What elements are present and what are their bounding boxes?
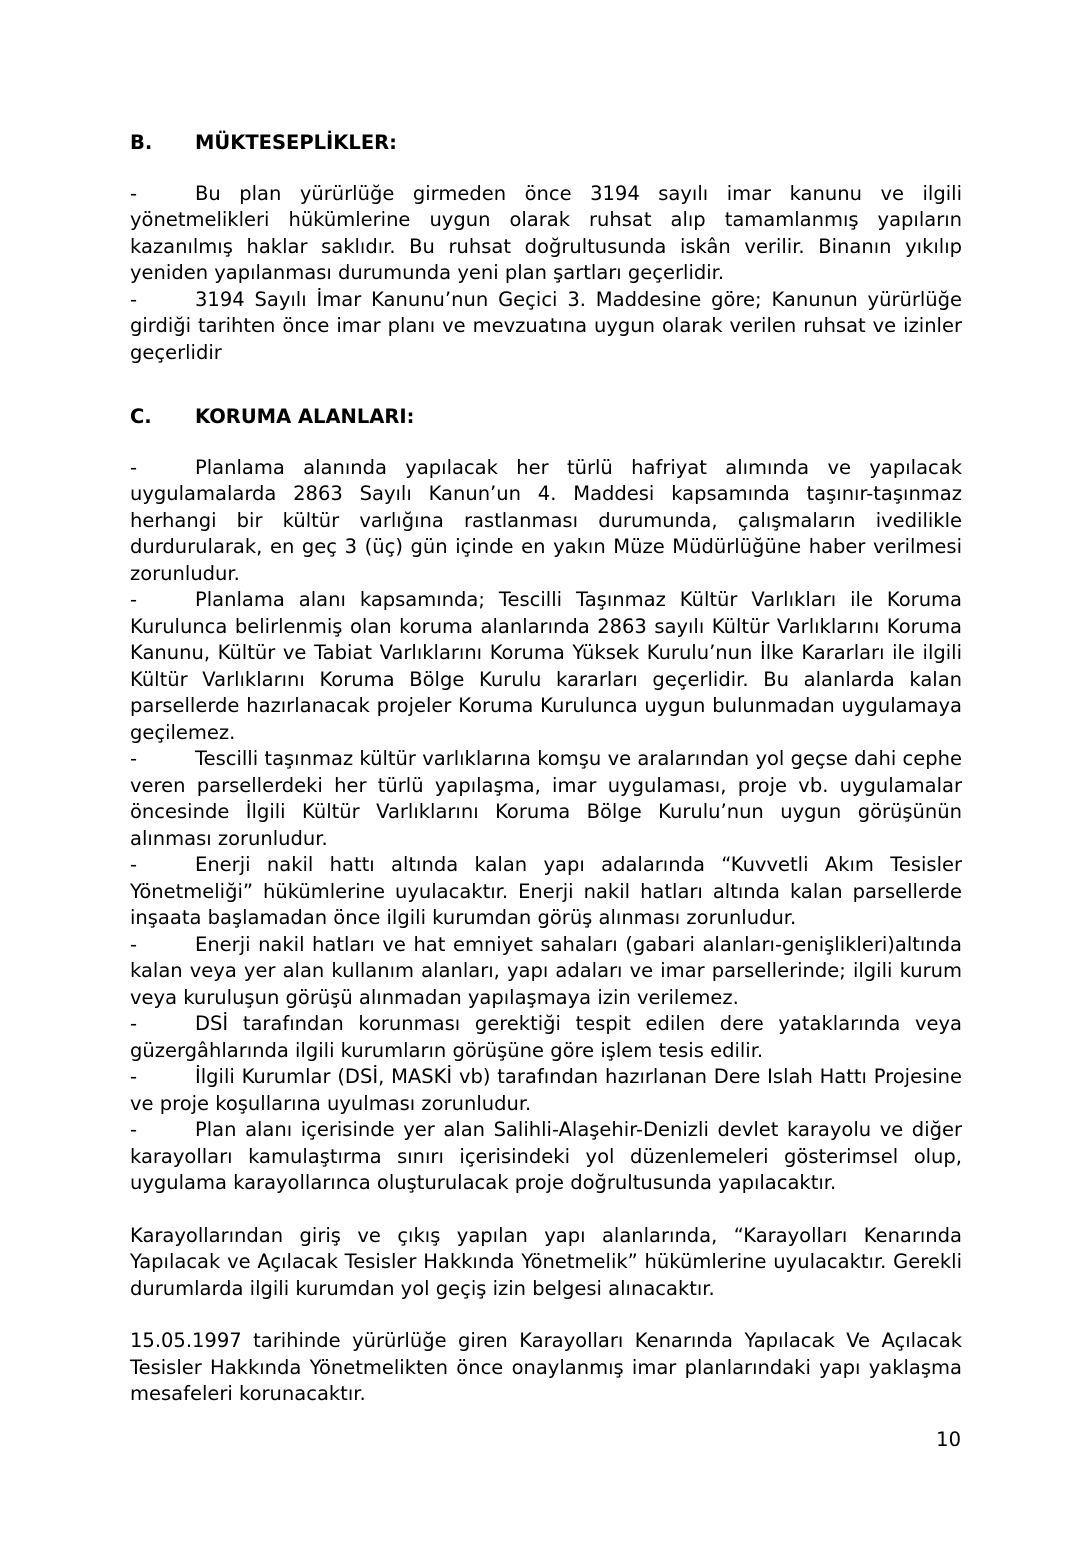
bullet-dash: - <box>130 853 138 876</box>
section-c-item: - DSİ tarafından korunması gerektiği tespit edilen dere yataklarında veya güzergâhlarında ilgili kurumların görüşüne göre işlem tesis edilir. <box>130 1012 962 1062</box>
section-c-item: - İlgili Kurumlar (DSİ, MASKİ vb) tarafından hazırlanan Dere Islah Hattı Projesine ve proje koşullarına uyulması zorunludur. <box>130 1065 962 1115</box>
section-c-heading <box>130 404 962 431</box>
section-c-item: - Plan alanı içerisinde yer alan Salihli-Alaşehir-Denizli devlet karayolu ve diğer karayolları kamulaştırma sınırı içerisindeki yol düzenlemeleri gösterimsel olup, uygulama karayollarınca oluşturulacak proje doğrultusunda yapılacaktır. <box>130 1118 962 1194</box>
document-body <box>130 128 962 1408</box>
section-c-title: KORUMA ALANLARI: <box>195 405 415 428</box>
bullet-dash: - <box>130 1012 138 1035</box>
section-c-letter: C. <box>130 405 152 428</box>
bullet-dash: - <box>130 747 138 770</box>
bullet-dash: - <box>130 1065 138 1088</box>
section-c-item: - Enerji nakil hattı altında kalan yapı adalarında “Kuvvetli Akım Tesisler Yönetmeliği” hükümlerine uyulacaktır. Enerji nakil hatları altında kalan parsellerde inşaata başlamadan önce ilgili kurumdan görüş alınması zorunludur. <box>130 853 962 929</box>
page-number: 10 <box>936 1428 961 1451</box>
section-b-item: - 3194 Sayılı İmar Kanunu’nun Geçici 3. Maddesine göre; Kanunun yürürlüğe girdiği tarihten önce imar planı ve mevzuatına uygun olarak verilen ruhsat ve izinler geçerlidir <box>130 287 962 364</box>
bullet-dash: - <box>130 1118 138 1141</box>
section-c-item: - Planlama alanında yapılacak her türlü hafriyat alımında ve yapılacak uygulamalarda 2863 Sayılı Kanun’un 4. Maddesi kapsamında taşınır-taşınmaz herhangi bir kültür varlığına rastlanması durumunda, çalışmaların ivedilikle durdurularak, en geç 3 (üç) gün içinde en yakın Müze Müdürlüğüne haber verilmesi zorunludur. <box>130 455 962 585</box>
section-b-item: - Bu plan yürürlüğe girmeden önce 3194 sayılı imar kanunu ve ilgili yönetmelikleri hükümlerine uygun olarak ruhsat alıp tamamlanmış yapıların kazanılmış haklar saklıdır. Bu ruhsat doğrultusunda iskân verilir. Binanın yıkılıp yeniden yapılanması durumunda yeni plan şartları geçerlidir. <box>130 181 962 284</box>
section-b-title: MÜKTESEPLİKLER: <box>195 131 397 154</box>
section-c-item: - Tescilli taşınmaz kültür varlıklarına komşu ve aralarından yol geçse dahi cephe veren parsellerdeki her türlü yapılaşma, imar uygulaması, proje vb. uygulamalar öncesinde İlgili Kültür Varlıklarını Koruma Bölge Kurulu’nun uygun görüşünün alınması zorunludur. <box>130 747 962 850</box>
bullet-dash: - <box>130 287 138 311</box>
paragraph-karayollari-giris: Karayollarından giriş ve çıkış yapılan yapı alanlarında, “Karayolları Kenarında Yapılacak ve Açılacak Tesisler Hakkında Yönetmelik” hükümlerine uyulacaktır. Gerekli durumlarda ilgili kurumdan yol geçiş izin belgesi alınacaktır. <box>130 1223 962 1300</box>
bullet-dash: - <box>130 932 138 956</box>
bullet-dash: - <box>130 455 138 479</box>
section-b-letter: B. <box>130 131 153 154</box>
section-b-heading <box>130 130 962 157</box>
bullet-dash: - <box>130 181 138 205</box>
paragraph-yaklasma-mesafeleri: 15.05.1997 tarihinde yürürlüğe giren Karayolları Kenarında Yapılacak Ve Açılacak Tesisler Hakkında Yönetmelikten önce onaylanmış imar planlarındaki yapı yaklaşma mesafeleri korunacaktır. <box>130 1329 962 1405</box>
bullet-dash: - <box>130 588 138 611</box>
section-c-item: - Enerji nakil hatları ve hat emniyet sahaları (gabari alanları-genişlikleri)altında kalan veya yer alan kullanım alanları, yapı adaları ve imar parsellerinde; ilgili kurum veya kuruluşun görüşü alınmadan yapılaşmaya izin verilemez. <box>130 932 962 1009</box>
section-c-item: - Planlama alanı kapsamında; Tescilli Taşınmaz Kültür Varlıkları ile Koruma Kurulunca belirlenmiş olan koruma alanlarında 2863 sayılı Kültür Varlıklarını Koruma Kanunu, Kültür ve Tabiat Varlıklarını Koruma Yüksek Kurulu’nun İlke Kararları ile ilgili Kültür Varlıklarını Koruma Bölge Kurulu kararları geçerlidir. Bu alanlarda kalan parsellerde hazırlanacak projeler Koruma Kurulunca uygun bulunmadan uygulamaya geçilemez. <box>130 588 962 744</box>
